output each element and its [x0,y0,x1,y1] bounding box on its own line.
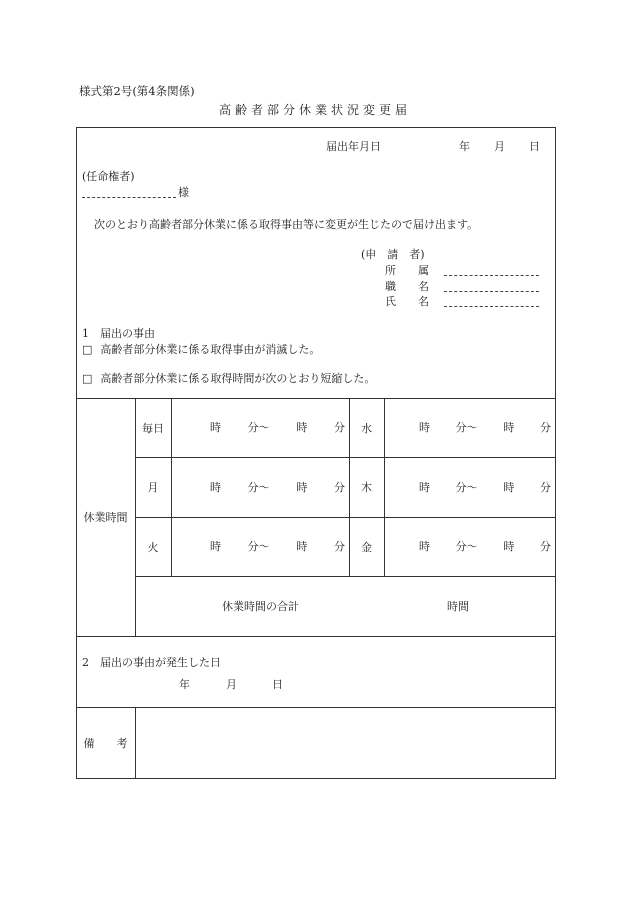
section2-month: 月 [226,678,237,691]
day-monday: 月 [147,481,159,494]
recipient-label: (任命権者) [82,170,135,183]
job-title-label: 職 名 [385,280,429,293]
rule-schedule-bottom [76,636,556,637]
form-title: 高齢者部分休業状況変更届 [218,103,411,117]
option2-checkbox[interactable]: □ [82,372,93,385]
affiliation-label: 所 属 [385,264,429,277]
date-label: 届出年月日 [326,140,381,153]
time-friday[interactable]: 時 分〜 時 分 [419,540,551,553]
affiliation-field[interactable] [444,265,539,276]
rule-day-col-left [171,398,172,576]
recipient-suffix: 様 [178,186,189,199]
option2-text: 高齢者部分休業に係る取得時間が次のとおり短縮した。 [100,372,376,385]
day-wednesday: 水 [361,421,372,435]
date-year: 年 [459,140,470,153]
applicant-heading: (申 請 者) [361,248,425,261]
schedule-label: 休業時間 [83,511,128,524]
section2-heading: 2 届出の事由が発生した日 [82,656,221,669]
total-unit[interactable]: 時間 [447,600,469,613]
option2-row [82,373,375,384]
day-thursday: 木 [361,481,372,494]
day-daily: 毎日 [142,421,164,435]
section2-year: 年 [179,678,190,691]
rule-row3 [135,576,556,577]
recipient-line [82,187,189,198]
date-month: 月 [494,140,505,153]
section2-day: 日 [272,678,283,691]
day-friday: 金 [361,540,372,554]
name-field[interactable] [444,296,539,307]
remarks-field[interactable] [136,708,555,778]
day-tuesday: 火 [147,540,159,554]
statement: 次のとおり高齢者部分休業に係る取得事由等に変更が生じたので届け出ます。 [94,218,479,231]
time-daily[interactable]: 時 分〜 時 分 [210,421,345,434]
rule-day-col-right [384,398,385,576]
rule-row2 [135,517,556,518]
form-id: 様式第2号(第4条関係) [79,84,195,98]
recipient-field[interactable] [82,196,176,198]
time-wednesday[interactable]: 時 分〜 時 分 [419,421,551,434]
total-label: 休業時間の合計 [222,600,299,613]
date-day: 日 [529,140,540,153]
time-tuesday[interactable]: 時 分〜 時 分 [210,540,345,553]
rule-row1 [135,457,556,458]
option1-checkbox[interactable]: □ [82,343,93,356]
job-title-field[interactable] [444,281,539,292]
option1-text: 高齢者部分休業に係る取得事由が消滅した。 [100,343,321,356]
time-thursday[interactable]: 時 分〜 時 分 [419,481,551,494]
time-monday[interactable]: 時 分〜 時 分 [210,481,345,494]
name-label: 氏 名 [385,295,429,308]
remarks-label: 備 考 [83,737,128,750]
option1-row [82,344,320,355]
section1-heading: 1 届出の事由 [82,327,155,340]
